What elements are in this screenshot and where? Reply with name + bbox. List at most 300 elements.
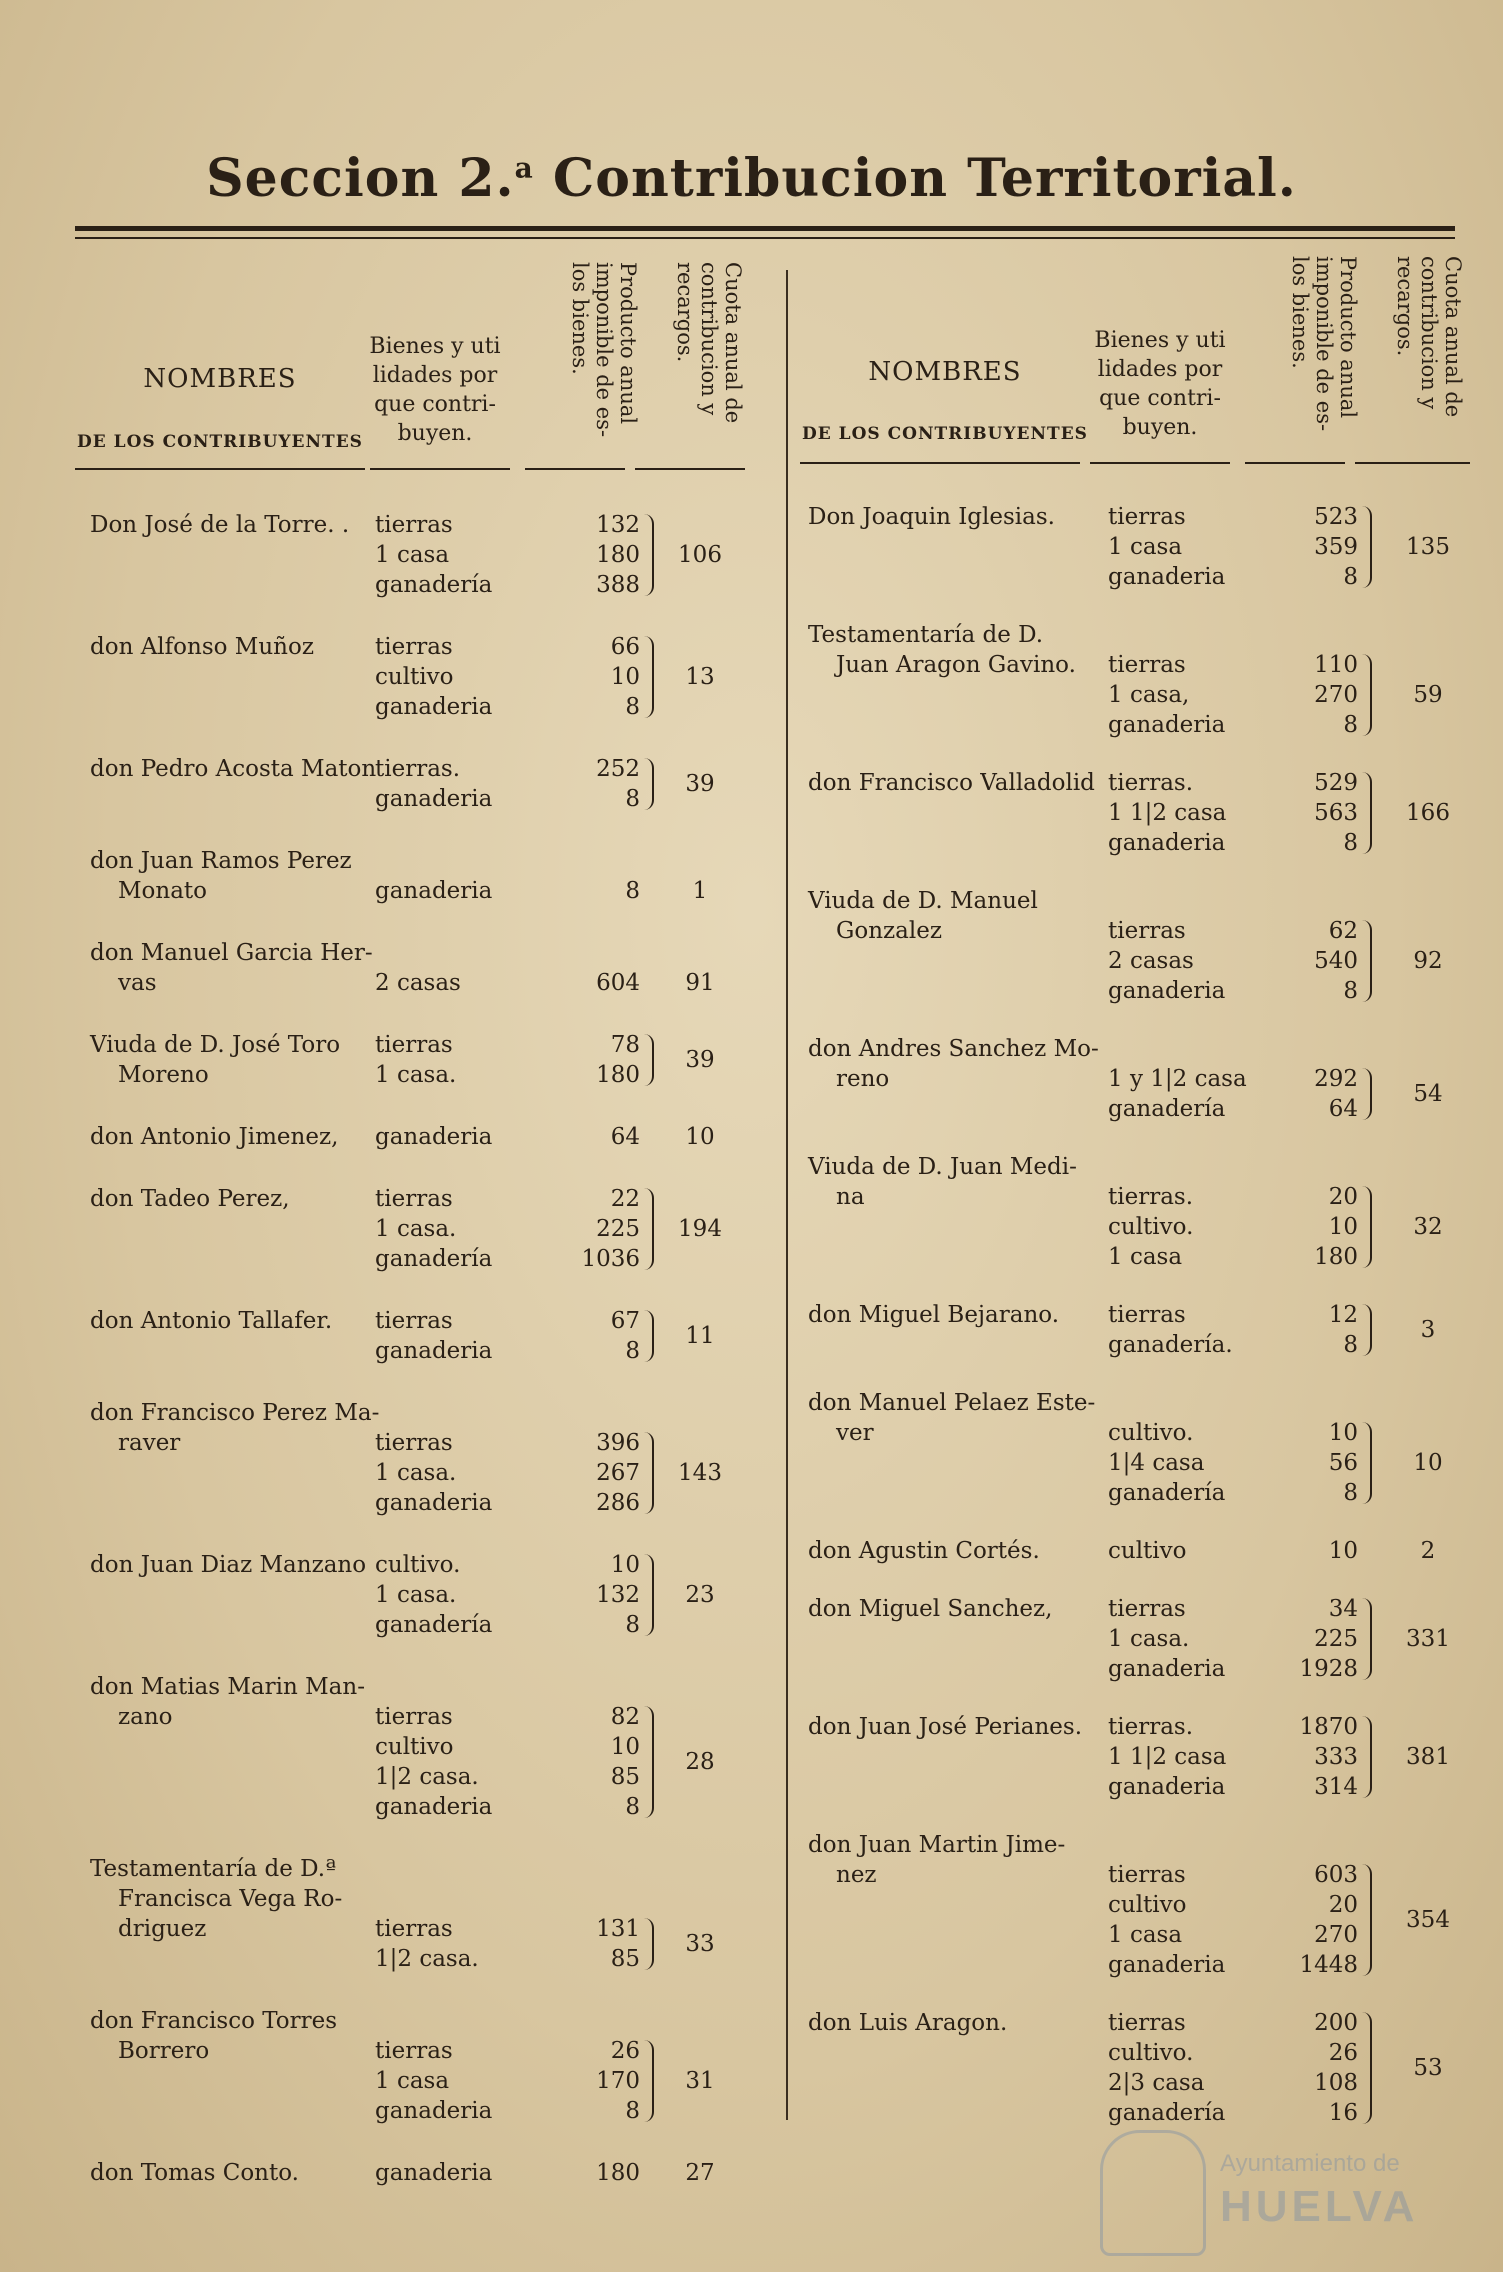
contributor-name: don Matias Marin Man- [90, 1674, 365, 1700]
grouping-brace [644, 1034, 654, 1086]
contributor-entry [90, 1550, 770, 1640]
header-bienes-line: lidades por [372, 363, 498, 388]
annual-quota: 39 [685, 771, 715, 797]
taxable-value: 225 [1314, 1626, 1358, 1652]
contributor-entry [808, 886, 1488, 1006]
property-type: ganadería [1108, 1480, 1226, 1506]
taxable-value: 26 [1328, 2040, 1358, 2066]
taxable-value: 540 [1314, 948, 1358, 974]
property-type: 1 casa [375, 542, 450, 568]
property-type: ganaderia [1108, 1656, 1226, 1682]
watermark-line2: HUELVA [1220, 2182, 1419, 2231]
property-type: 1 casa. [375, 1582, 457, 1608]
annual-quota: 10 [1413, 1450, 1443, 1476]
taxable-value: 180 [1314, 1244, 1358, 1270]
contributor-name: zano [118, 1704, 173, 1730]
property-type: cultivo. [375, 1552, 461, 1578]
grouping-brace [1362, 1186, 1372, 1268]
taxable-value: 8 [625, 786, 640, 812]
property-type: ganadería. [1108, 1332, 1233, 1358]
taxable-value: 200 [1314, 2010, 1358, 2036]
taxable-value: 170 [596, 2068, 640, 2094]
contributor-entry [808, 2008, 1488, 2128]
contributor-entry [90, 2158, 770, 2188]
taxable-value: 388 [596, 572, 640, 598]
contributor-name: Borrero [118, 2038, 210, 2064]
header-underline [525, 468, 625, 470]
property-type: 1|4 casa [1108, 1450, 1205, 1476]
grouping-brace [1362, 654, 1372, 736]
property-type: 1 casa [1108, 1922, 1183, 1948]
header-contribuyentes-label: DE LOS CONTRIBUYENTES [802, 424, 1088, 444]
header-nombres [75, 262, 365, 462]
contributor-name: na [836, 1184, 865, 1210]
annual-quota: 135 [1406, 534, 1450, 560]
grouping-brace [644, 636, 654, 718]
annual-quota: 143 [678, 1460, 722, 1486]
header-bienes-line: lidades por [1097, 357, 1223, 382]
contributor-name: don Miguel Sanchez, [808, 1596, 1053, 1622]
property-type: ganaderia [1108, 1952, 1226, 1978]
taxable-value: 8 [1343, 712, 1358, 738]
contributor-name: ver [836, 1420, 874, 1446]
header-nombres-label: NOMBRES [143, 364, 297, 394]
crest-icon [1100, 2130, 1206, 2256]
annual-quota: 354 [1406, 1907, 1450, 1933]
property-type: 1 1|2 casa [1108, 1744, 1227, 1770]
column-separator [786, 270, 788, 2120]
contributor-name: Viuda de D. Juan Medi- [808, 1154, 1077, 1180]
annual-quota: 27 [685, 2160, 715, 2186]
contributor-name: Don Joaquin Iglesias. [808, 504, 1055, 530]
property-type: ganaderia [375, 2098, 493, 2124]
contributor-name: Juan Aragon Gavino. [836, 652, 1076, 678]
contributor-name: don Antonio Tallafer. [90, 1308, 333, 1334]
taxable-value: 523 [1314, 504, 1358, 530]
contributor-name: reno [836, 1066, 890, 1092]
contributor-entry [90, 846, 770, 906]
annual-quota: 92 [1413, 948, 1443, 974]
contributor-name: Viuda de D. Manuel [808, 888, 1038, 914]
taxable-value: 108 [1314, 2070, 1358, 2096]
taxable-value: 225 [596, 1216, 640, 1242]
contributor-entry [808, 1152, 1488, 1272]
annual-quota: 39 [685, 1047, 715, 1073]
taxable-value: 563 [1314, 800, 1358, 826]
contributor-name: don Juan Diaz Manzano [90, 1552, 367, 1578]
taxable-value: 359 [1314, 534, 1358, 560]
contributor-name: don Luis Aragon. [808, 2010, 1008, 2036]
taxable-value: 1448 [1299, 1952, 1358, 1978]
property-type: tierras. [1108, 1184, 1194, 1210]
property-type: tierras [375, 1186, 453, 1212]
header-bienes-line: Bienes y uti [369, 334, 501, 359]
property-type: tierras [375, 1032, 453, 1058]
taxable-value: 604 [596, 970, 640, 996]
contributor-entry [90, 938, 770, 998]
taxable-value: 67 [610, 1308, 640, 1334]
taxable-value: 10 [1328, 1214, 1358, 1240]
property-type: 1 casa, [1108, 682, 1190, 708]
property-type: ganadería [375, 1246, 493, 1272]
header-underline [800, 462, 1080, 464]
property-type: ganaderia [375, 878, 493, 904]
taxable-value: 34 [1328, 1596, 1358, 1622]
title-text: Contribucion Territorial. [552, 148, 1297, 209]
taxable-value: 62 [1328, 918, 1358, 944]
contributor-entry [90, 754, 770, 814]
header-underline [370, 468, 510, 470]
taxable-value: 78 [610, 1032, 640, 1058]
property-type: 2 casas [375, 970, 461, 996]
annual-quota: 59 [1413, 682, 1443, 708]
title-rule-thick [75, 226, 1455, 231]
right-header [800, 256, 1480, 472]
taxable-value: 292 [1314, 1066, 1358, 1092]
annual-quota: 331 [1406, 1626, 1450, 1652]
taxable-value: 64 [610, 1124, 640, 1150]
grouping-brace [644, 758, 654, 810]
annual-quota: 31 [685, 2068, 715, 2094]
annual-quota: 11 [685, 1323, 715, 1349]
taxable-value: 22 [610, 1186, 640, 1212]
property-type: tierras. [1108, 770, 1194, 796]
property-type: tierras [1108, 1302, 1186, 1328]
grouping-brace [644, 1188, 654, 1270]
header-bienes-line: que contri- [1099, 386, 1221, 411]
grouping-brace [1362, 2012, 1372, 2124]
property-type: cultivo [375, 1734, 454, 1760]
taxable-value: 131 [596, 1916, 640, 1942]
contributor-name: Viuda de D. José Toro [90, 1032, 341, 1058]
property-type: tierras [1108, 2010, 1186, 2036]
contributor-entry [90, 1030, 770, 1090]
contributor-name: don Alfonso Muñoz [90, 634, 314, 660]
grouping-brace [644, 1706, 654, 1818]
taxable-value: 8 [1343, 830, 1358, 856]
contributor-entry [90, 632, 770, 722]
annual-quota: 53 [1413, 2055, 1443, 2081]
title-rule-thin [75, 237, 1455, 239]
taxable-value: 180 [596, 1062, 640, 1088]
contributor-entry [808, 620, 1488, 740]
annual-quota: 1 [692, 878, 708, 904]
annual-quota: 13 [685, 664, 715, 690]
contributor-entry [90, 1122, 770, 1152]
taxable-value: 8 [625, 2098, 640, 2124]
taxable-value: 270 [1314, 1922, 1358, 1948]
annual-quota: 28 [685, 1749, 715, 1775]
grouping-brace [644, 514, 654, 596]
contributor-entry [90, 1672, 770, 1822]
property-type: cultivo. [1108, 1214, 1194, 1240]
contributor-entry [808, 768, 1488, 858]
contributor-name: don Juan José Perianes. [808, 1714, 1083, 1740]
contributor-name: don Manuel Pelaez Este- [808, 1390, 1096, 1416]
annual-quota: 3 [1420, 1317, 1436, 1343]
property-type: tierras [375, 2038, 453, 2064]
taxable-value: 10 [610, 1734, 640, 1760]
taxable-value: 10 [610, 1552, 640, 1578]
taxable-value: 603 [1314, 1862, 1358, 1888]
annual-quota: 166 [1406, 800, 1450, 826]
property-type: ganaderia [375, 2160, 493, 2186]
taxable-value: 8 [1343, 1332, 1358, 1358]
header-underline [635, 468, 745, 470]
contributor-name: don Andres Sanchez Mo- [808, 1036, 1099, 1062]
contributor-entry [90, 1306, 770, 1366]
grouping-brace [1362, 1864, 1372, 1976]
property-type: 1|2 casa. [375, 1764, 479, 1790]
contributor-name: don Miguel Bejarano. [808, 1302, 1060, 1328]
taxable-value: 85 [610, 1946, 640, 1972]
property-type: tierras [1108, 504, 1186, 530]
property-type: ganaderia [375, 1490, 493, 1516]
grouping-brace [644, 1918, 654, 1970]
grouping-brace [1362, 1422, 1372, 1504]
contributor-entry [808, 1034, 1488, 1124]
grouping-brace [644, 1554, 654, 1636]
grouping-brace [1362, 1068, 1372, 1120]
contributor-name: don Juan Martin Jime- [808, 1832, 1066, 1858]
property-type: ganaderia [375, 786, 493, 812]
taxable-value: 8 [1343, 978, 1358, 1004]
property-type: ganadería [375, 1612, 493, 1638]
contributor-name: don Pedro Acosta Maton [90, 756, 377, 782]
header-nombres [800, 262, 1090, 462]
grouping-brace [1362, 920, 1372, 1002]
property-type: 1 casa. [1108, 1626, 1190, 1652]
contributor-name: don Francisco Perez Ma- [90, 1400, 380, 1426]
left-header [75, 262, 755, 472]
taxable-value: 1928 [1299, 1656, 1358, 1682]
property-type: 1 casa [375, 2068, 450, 2094]
header-bienes-line: Bienes y uti [1094, 328, 1226, 353]
contributor-name: Testamentaría de D.ª [90, 1856, 336, 1882]
header-nombres-label: NOMBRES [868, 357, 1022, 387]
property-type: tierras [375, 1430, 453, 1456]
taxable-value: 396 [596, 1430, 640, 1456]
taxable-value: 16 [1328, 2100, 1358, 2126]
taxable-value: 110 [1314, 652, 1358, 678]
annual-quota: 10 [685, 1124, 715, 1150]
annual-quota: 91 [685, 970, 715, 996]
taxable-value: 20 [1328, 1184, 1358, 1210]
property-type: cultivo [1108, 1892, 1187, 1918]
property-type: ganaderia [375, 1124, 493, 1150]
property-type: ganaderia [1108, 564, 1226, 590]
header-bienes-line: que contri- [374, 392, 496, 417]
grouping-brace [1362, 772, 1372, 854]
contributor-entry [808, 1388, 1488, 1508]
property-type: tierras [375, 1916, 453, 1942]
contributor-name: driguez [118, 1916, 207, 1942]
property-type: tierras. [1108, 1714, 1194, 1740]
header-bienes [365, 332, 505, 448]
contributor-name: don Francisco Valladolid [808, 770, 1095, 796]
section-title [0, 148, 1503, 209]
contributor-entry [90, 1398, 770, 1518]
annual-quota: 194 [678, 1216, 722, 1242]
property-type: cultivo. [1108, 1420, 1194, 1446]
property-type: ganadería [1108, 2100, 1226, 2126]
taxable-value: 180 [596, 542, 640, 568]
annual-quota: 381 [1406, 1744, 1450, 1770]
property-type: tierras [375, 634, 453, 660]
archive-watermark [1100, 2130, 1460, 2250]
taxable-value: 333 [1314, 1744, 1358, 1770]
property-type: tierras. [375, 756, 461, 782]
contributor-name: don Juan Ramos Perez [90, 848, 352, 874]
contributor-name: don Manuel Garcia Her- [90, 940, 373, 966]
taxable-value: 56 [1328, 1450, 1358, 1476]
property-type: ganaderia [375, 1338, 493, 1364]
property-type: tierras [1108, 1596, 1186, 1622]
header-cuota: Cuota anual de contribucion y recargos. [1393, 256, 1465, 418]
property-type: 1 casa. [375, 1062, 457, 1088]
property-type: ganaderia [1108, 1774, 1226, 1800]
contributor-entry [808, 1536, 1488, 1566]
contributor-name: don Tomas Conto. [90, 2160, 299, 2186]
contributor-name: Monato [118, 878, 208, 904]
taxable-value: 8 [1343, 564, 1358, 590]
annual-quota: 33 [685, 1931, 715, 1957]
taxable-value: 8 [625, 694, 640, 720]
contributor-name: Don José de la Torre. . [90, 512, 350, 538]
property-type: ganadería [375, 572, 493, 598]
property-type: tierras [1108, 918, 1186, 944]
header-bienes-line: buyen. [1122, 415, 1198, 440]
taxable-value: 314 [1314, 1774, 1358, 1800]
contributor-name: don Agustin Cortés. [808, 1538, 1040, 1564]
property-type: 1 casa. [375, 1460, 457, 1486]
contributor-name: Gonzalez [836, 918, 942, 944]
taxable-value: 8 [625, 878, 640, 904]
grouping-brace [644, 1310, 654, 1362]
annual-quota: 32 [1413, 1214, 1443, 1240]
contributor-name: don Tadeo Perez, [90, 1186, 290, 1212]
contributor-name: Testamentaría de D. [808, 622, 1044, 648]
header-contribuyentes-label: DE LOS CONTRIBUYENTES [77, 432, 363, 452]
annual-quota: 23 [685, 1582, 715, 1608]
property-type: ganaderia [1108, 712, 1226, 738]
grouping-brace [1362, 1598, 1372, 1680]
contributor-entry [808, 1300, 1488, 1360]
header-bienes [1090, 326, 1230, 442]
grouping-brace [644, 1432, 654, 1514]
grouping-brace [1362, 506, 1372, 588]
contributor-entry [808, 1594, 1488, 1684]
property-type: cultivo [1108, 1538, 1187, 1564]
contributor-name: nez [836, 1862, 877, 1888]
taxable-value: 20 [1328, 1892, 1358, 1918]
taxable-value: 8 [625, 1338, 640, 1364]
property-type: ganaderia [1108, 830, 1226, 856]
property-type: 1 casa. [375, 1216, 457, 1242]
taxable-value: 1870 [1299, 1714, 1358, 1740]
taxable-value: 64 [1328, 1096, 1358, 1122]
contributor-name: vas [118, 970, 157, 996]
taxable-value: 12 [1328, 1302, 1358, 1328]
property-type: ganaderia [375, 1794, 493, 1820]
taxable-value: 132 [596, 1582, 640, 1608]
property-type: 1 y 1|2 casa [1108, 1066, 1247, 1092]
property-type: 1 1|2 casa [1108, 800, 1227, 826]
taxable-value: 252 [596, 756, 640, 782]
taxable-value: 82 [610, 1704, 640, 1730]
header-producto: Producto anual imponible de es- los bienes. [1288, 256, 1360, 432]
taxable-value: 10 [610, 664, 640, 690]
header-underline [1245, 462, 1345, 464]
header-underline [1090, 462, 1230, 464]
contributor-name: raver [118, 1430, 181, 1456]
grouping-brace [1362, 1716, 1372, 1798]
property-type: 2|3 casa [1108, 2070, 1205, 2096]
contributor-name: don Francisco Torres [90, 2008, 338, 2034]
contributor-entry [808, 1830, 1488, 1980]
taxable-value: 8 [1343, 1480, 1358, 1506]
title-section-number: Seccion 2. [206, 148, 515, 209]
property-type: 1 casa [1108, 1244, 1183, 1270]
contributor-entry [808, 1712, 1488, 1802]
header-bienes-line: buyen. [397, 421, 473, 446]
property-type: tierras [375, 1308, 453, 1334]
property-type: 1|2 casa. [375, 1946, 479, 1972]
contributor-entry [90, 1854, 770, 1974]
taxable-value: 66 [610, 634, 640, 660]
taxable-value: 10 [1328, 1538, 1358, 1564]
taxable-value: 8 [625, 1794, 640, 1820]
annual-quota: 54 [1413, 1081, 1443, 1107]
property-type: cultivo. [1108, 2040, 1194, 2066]
taxable-value: 85 [610, 1764, 640, 1790]
property-type: tierras [375, 1704, 453, 1730]
property-type: cultivo [375, 664, 454, 690]
taxable-value: 1036 [581, 1246, 640, 1272]
contributor-name: don Antonio Jimenez, [90, 1124, 339, 1150]
taxable-value: 270 [1314, 682, 1358, 708]
title-superscript: a [514, 151, 534, 185]
taxable-value: 10 [1328, 1420, 1358, 1446]
taxable-value: 180 [596, 2160, 640, 2186]
taxable-value: 8 [625, 1612, 640, 1638]
property-type: ganadería [1108, 1096, 1226, 1122]
header-underline [1355, 462, 1470, 464]
contributor-entry [808, 502, 1488, 592]
taxable-value: 26 [610, 2038, 640, 2064]
property-type: tierras [375, 512, 453, 538]
header-underline [75, 468, 365, 470]
contributor-entry [90, 510, 770, 600]
taxable-value: 132 [596, 512, 640, 538]
annual-quota: 2 [1420, 1538, 1436, 1564]
taxable-value: 529 [1314, 770, 1358, 796]
grouping-brace [644, 2040, 654, 2122]
contributor-name: Francisca Vega Ro- [118, 1886, 343, 1912]
contributor-entry [90, 1184, 770, 1274]
property-type: 1 casa [1108, 534, 1183, 560]
watermark-line1: Ayuntamiento de [1220, 2150, 1400, 2177]
property-type: tierras [1108, 652, 1186, 678]
contributor-name: Moreno [118, 1062, 209, 1088]
taxable-value: 267 [596, 1460, 640, 1486]
property-type: tierras [1108, 1862, 1186, 1888]
annual-quota: 106 [678, 542, 722, 568]
property-type: ganaderia [1108, 978, 1226, 1004]
taxable-value: 286 [596, 1490, 640, 1516]
property-type: ganaderia [375, 694, 493, 720]
contributor-entry [90, 2006, 770, 2126]
